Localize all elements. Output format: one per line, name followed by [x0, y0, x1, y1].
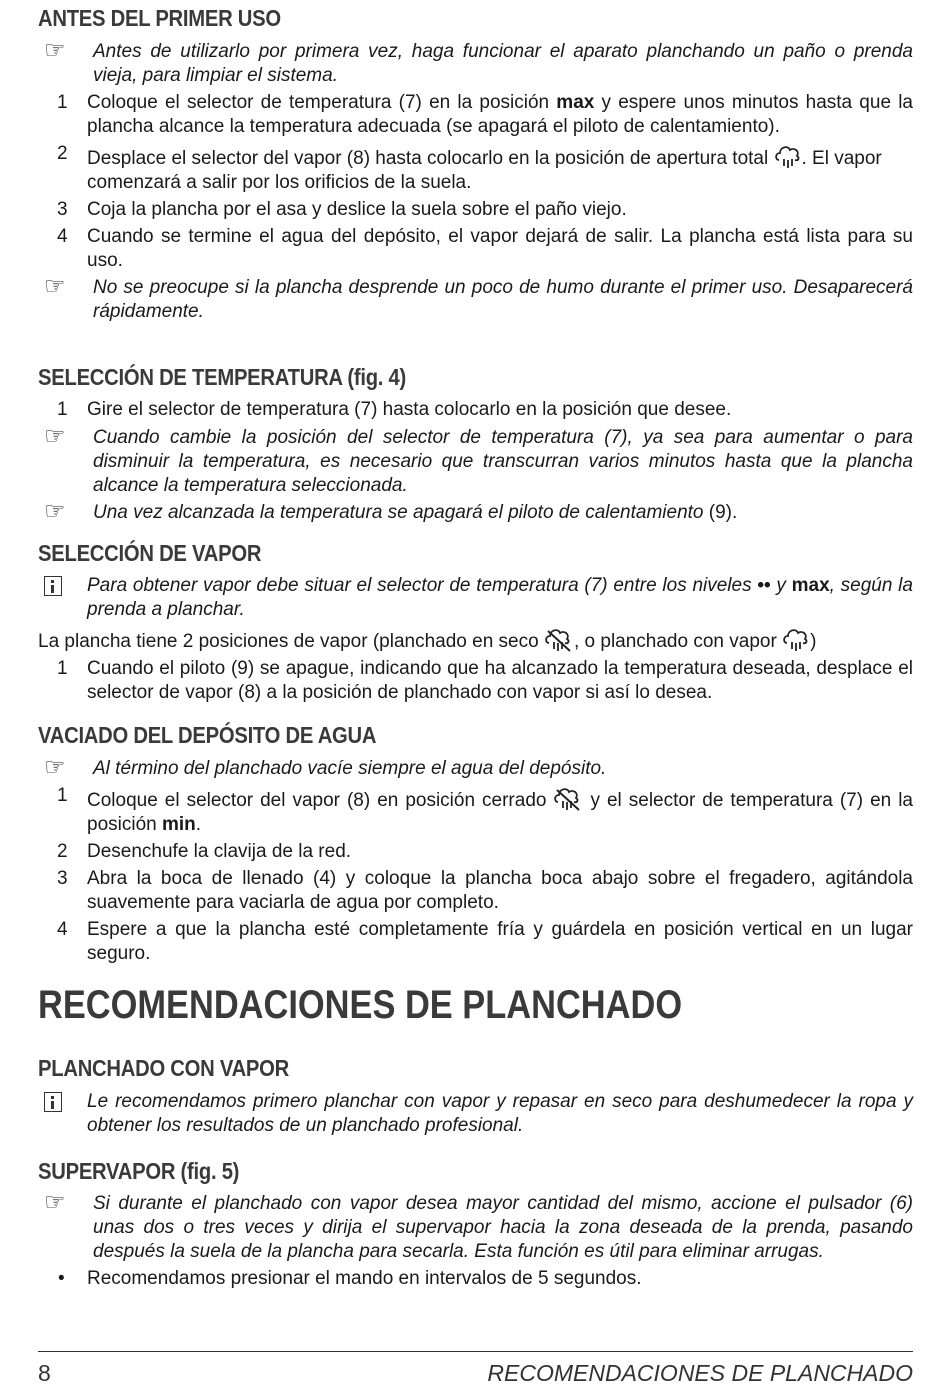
section-antes-body: [38, 37, 913, 324]
item-text: Coloque el selector del vapor (8) en posición cerrado y el selector de temperatura (7) en la posición min.: [87, 784, 913, 837]
item-number: 1: [57, 92, 68, 113]
item-number: 1: [57, 399, 68, 420]
footer-divider: [38, 1351, 913, 1352]
item-text: Coja la plancha por el asa y deslice la suela sobre el paño viejo.: [87, 199, 627, 220]
pointing-hand-icon: ☞: [44, 498, 66, 525]
item-text: Desplace el selector del vapor (8) hasta colocarlo en la posición de apertura total . El vapor comenzará a salir por los orificios de la suela.: [87, 142, 913, 195]
note-row: [38, 423, 913, 498]
item-text: Desenchufe la clavija de la red.: [87, 841, 352, 862]
note-text: Al término del planchado vacíe siempre el agua del depósito.: [93, 758, 607, 779]
bullet-mark: •: [58, 1268, 65, 1289]
pointing-hand-icon: ☞: [44, 423, 66, 450]
heading-supervapor: SUPERVAPOR (fig. 5): [38, 1158, 240, 1184]
info-text: Para obtener vapor debe situar el selector de temperatura (7) entre los niveles •• y max, según la prenda a planchar.: [87, 575, 913, 620]
page-number: 8: [38, 1360, 51, 1386]
bullet-text: Recomendamos presionar el mando en intervalos de 5 segundos.: [87, 1268, 642, 1289]
item-number: 3: [57, 199, 68, 220]
note-row: [38, 1189, 913, 1264]
heading-planchado-con-vapor: PLANCHADO CON VAPOR: [38, 1055, 289, 1081]
steam-closed-icon: [553, 784, 583, 812]
note-text: Una vez alcanzada la temperatura se apagará el piloto de calentamiento (9).: [93, 502, 738, 523]
item-text: Gire el selector de temperatura (7) hasta colocarlo en la posición que desee.: [87, 399, 732, 420]
steam-on-icon: [774, 142, 802, 170]
info-icon: [38, 574, 87, 622]
info-row: [38, 574, 913, 622]
note-row: [38, 754, 913, 781]
heading-seleccion-vapor: SELECCIÓN DE VAPOR: [38, 540, 262, 566]
info-row: [38, 1090, 913, 1138]
list-item: [38, 225, 913, 273]
item-number: 4: [57, 919, 68, 940]
list-item: [38, 867, 913, 915]
note-text: Si durante el planchado con vapor desea mayor cantidad del mismo, accione el pulsador (6) unas dos o tres veces y dirija el supervapor hacia la zona deseada de la prenda, pasando después la suela de la plancha para secarla. Esta función es útil para eliminar arrugas.: [93, 1193, 913, 1262]
item-number: 3: [57, 868, 68, 889]
section-planchado-body: [38, 1090, 913, 1138]
paragraph: La plancha tiene 2 posiciones de vapor (planchado en seco , o planchado con vapor ): [38, 625, 913, 654]
list-item: [38, 398, 913, 422]
note-row: [38, 37, 913, 88]
list-item: [38, 840, 913, 864]
list-item: [38, 142, 913, 195]
list-item: [38, 91, 913, 139]
section-vaciado-body: [38, 754, 913, 966]
note-text: Cuando cambie la posición del selector de temperatura (7), ya sea para aumentar o para disminuir la temperatura, es necesario que transcurran varios minutos hasta que la plancha alcance la temperatura seleccionada.: [93, 427, 913, 496]
footer-section-title: RECOMENDACIONES DE PLANCHADO: [487, 1360, 913, 1386]
list-item: [38, 198, 913, 222]
heading-vaciado-deposito: VACIADO DEL DEPÓSITO DE AGUA: [38, 722, 377, 748]
list-item: [38, 918, 913, 966]
page-footer: [38, 1360, 913, 1387]
pointing-hand-icon: ☞: [44, 1189, 66, 1216]
item-text: Cuando el piloto (9) se apague, indicando que ha alcanzado la temperatura deseada, desplace el selector de vapor (8) a la posición de planchado con vapor si así lo desea.: [87, 658, 913, 703]
steam-ironing-icon: [782, 625, 810, 653]
note-text: Antes de utilizarlo por primera vez, haga funcionar el aparato planchando un paño o prenda vieja, para limpiar el sistema.: [93, 41, 913, 86]
pointing-hand-icon: ☞: [44, 37, 66, 64]
info-icon: [38, 1090, 87, 1138]
item-number: 4: [57, 226, 68, 247]
bullet-item: [38, 1267, 913, 1291]
list-item: [38, 657, 913, 705]
section-supervapor-body: [38, 1189, 913, 1291]
section-vapor-body: [38, 574, 913, 705]
heading-seleccion-temperatura: SELECCIÓN DE TEMPERATURA (fig. 4): [38, 364, 406, 390]
note-text: No se preocupe si la plancha desprende un poco de humo durante el primer uso. Desaparecerá rápidamente.: [93, 277, 913, 322]
item-number: 1: [57, 785, 68, 806]
info-text: Le recomendamos primero planchar con vapor y repasar en seco para deshumedecer la ropa y obtener los resultados de un planchado profesional.: [87, 1091, 913, 1136]
item-number: 2: [57, 841, 68, 862]
item-number: 2: [57, 143, 68, 164]
list-item: [38, 784, 913, 837]
item-text: Cuando se termine el agua del depósito, el vapor dejará de salir. La plancha está lista para su uso.: [87, 226, 913, 271]
note-row: [38, 273, 913, 324]
item-text: Espere a que la plancha esté completamente fría y guárdela en posición vertical en un lugar seguro.: [87, 919, 913, 964]
section-temperatura-body: [38, 398, 913, 525]
item-text: Coloque el selector de temperatura (7) en la posición max y espere unos minutos hasta que la plancha alcance la temperatura adecuada (se apagará el piloto de calentamiento).: [87, 92, 913, 137]
dry-ironing-icon: [544, 625, 574, 653]
heading-antes-del-primer-uso: ANTES DEL PRIMER USO: [38, 5, 281, 31]
main-title: RECOMENDACIONES DE PLANCHADO: [38, 983, 683, 1027]
item-number: 1: [57, 658, 68, 679]
note-row: [38, 498, 913, 525]
pointing-hand-icon: ☞: [44, 754, 66, 781]
pointing-hand-icon: ☞: [44, 273, 66, 300]
item-text: Abra la boca de llenado (4) y coloque la plancha boca abajo sobre el fregadero, agitándola suavemente para vaciarla de agua por completo.: [87, 868, 913, 913]
